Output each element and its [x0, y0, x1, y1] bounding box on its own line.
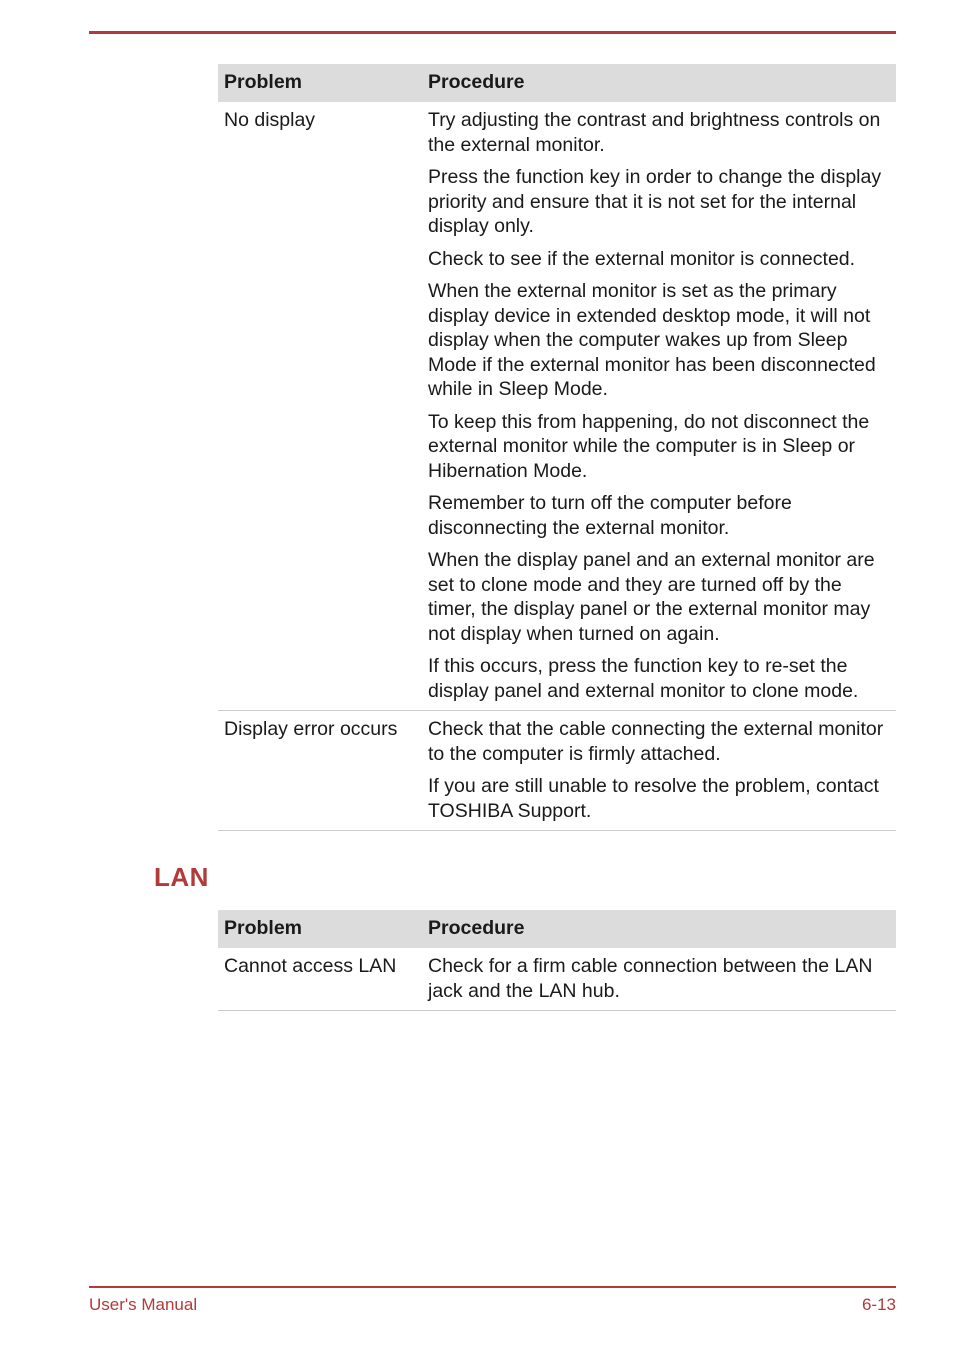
procedure-cell	[422, 948, 896, 1011]
footer-manual-title: User's Manual	[89, 1295, 198, 1314]
procedure-paragraph: To keep this from happening, do not disconnect the external monitor while the computer is in Sleep or Hibernation Mode.	[428, 410, 870, 482]
procedure-paragraph: Remember to turn off the computer before disconnecting the external monitor.	[428, 492, 792, 539]
column-header-problem: Problem	[218, 64, 422, 102]
table-header-row	[218, 64, 896, 102]
procedure-paragraph: If you are still unable to resolve the problem, contact TOSHIBA Support.	[428, 775, 879, 822]
column-header-problem: Problem	[218, 910, 422, 948]
table-row	[218, 948, 896, 1011]
lan-troubleshooting-table	[218, 910, 896, 1011]
footer-rule	[89, 1286, 896, 1288]
column-header-procedure: Procedure	[422, 910, 896, 948]
column-header-procedure: Procedure	[422, 64, 896, 102]
display-troubleshooting-table	[218, 64, 896, 831]
procedure-paragraph: When the external monitor is set as the primary display device in extended desktop mode, it will not display when the computer wakes up from Sleep Mode if the external monitor has been disconnected while in Sleep Mode.	[428, 280, 876, 400]
footer-page-number: 6-13	[861, 1295, 896, 1314]
procedure-cell	[422, 711, 896, 831]
header-rule	[89, 31, 896, 34]
table-header-row	[218, 910, 896, 948]
problem-cell: Display error occurs	[218, 711, 422, 831]
procedure-paragraph: Press the function key in order to change the display priority and ensure that it is not set for the internal display only.	[428, 166, 882, 237]
problem-cell: No display	[218, 102, 422, 711]
problem-cell: Cannot access LAN	[218, 948, 422, 1011]
procedure-paragraph: Check that the cable connecting the external monitor to the computer is firmly attached.	[428, 718, 884, 765]
table-row	[218, 711, 896, 831]
procedure-paragraph: Check for a firm cable connection between the LAN jack and the LAN hub.	[428, 955, 873, 1002]
procedure-paragraph: If this occurs, press the function key to re-set the display panel and external monitor to clone mode.	[428, 655, 859, 702]
lan-section-heading: LAN	[154, 862, 209, 892]
procedure-cell	[422, 102, 896, 711]
procedure-paragraph: Check to see if the external monitor is connected.	[428, 247, 856, 270]
procedure-paragraph: Try adjusting the contrast and brightness controls on the external monitor.	[428, 109, 881, 156]
table-row	[218, 102, 896, 711]
procedure-paragraph: When the display panel and an external monitor are set to clone mode and they are turned off by the timer, the display panel or the external monitor may not display when turned on again.	[428, 549, 875, 645]
